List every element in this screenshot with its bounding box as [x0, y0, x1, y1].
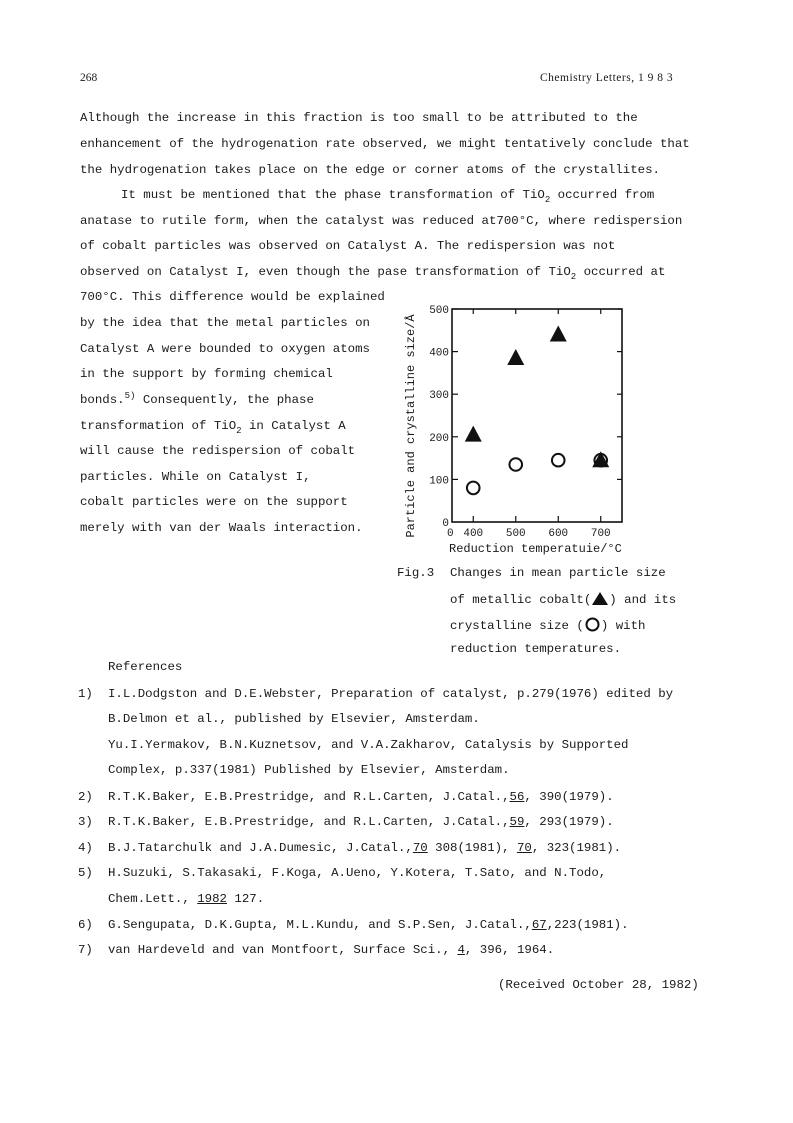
x-tick-label: 400: [463, 528, 484, 540]
text-line: anatase to rutile form, when the catalyst was reduced at700°C, where redispersion: [80, 214, 683, 228]
text-line: cobalt particles were on the support: [80, 495, 348, 509]
triangle-point: [507, 349, 524, 365]
y-tick-label: 100: [429, 475, 449, 488]
text-line: transformation of TiO$_2$ in Catalyst A: [80, 419, 346, 436]
figure-label: Fig.3: [397, 566, 435, 580]
reference-text: B.Delmon et al., published by Elsevier, Amsterdam.: [108, 712, 480, 726]
reference-text: G.Sengupata, D.K.Gupta, M.L.Kundu, and S.P.Sen, J.Catal.,67,223(1981).: [108, 918, 629, 932]
text-line: bonds.$^{5)}$ Consequently, the phase: [80, 391, 314, 407]
x-tick-label: 0: [447, 528, 454, 540]
circle-point: [509, 458, 522, 471]
y-tick-label: 400: [429, 347, 449, 360]
reference-text: van Hardeveld and van Montfoort, Surface Sci., 4, 396, 1964.: [108, 943, 555, 957]
reference-number: 3): [78, 815, 93, 829]
text-line: merely with van der Waals interaction.: [80, 521, 363, 535]
reference-number: 1): [78, 687, 93, 701]
plot-frame: [452, 309, 622, 522]
open-circle-icon: [585, 617, 600, 632]
y-tick-label: 0: [442, 518, 449, 530]
y-tick-label: 200: [429, 432, 449, 445]
circle-point: [552, 454, 565, 467]
reference-text: Chem.Lett., 1982 127.: [108, 892, 265, 906]
x-tick-label: 600: [548, 528, 569, 540]
journal-header: Chemistry Letters, 1 9 8 3: [540, 72, 674, 84]
reference-text: Yu.I.Yermakov, B.N.Kuznetsov, and V.A.Zakharov, Catalysis by Supported: [108, 738, 629, 752]
reference-number: 6): [78, 918, 93, 932]
text-line: 700°C. This difference would be explained: [80, 290, 385, 304]
page-number: 268: [80, 72, 98, 84]
text-line: enhancement of the hydrogenation rate observed, we might tentatively conclude that: [80, 137, 690, 151]
y-tick-label: 300: [429, 390, 449, 403]
text-line: in the support by forming chemical: [80, 367, 333, 381]
caption-line: reduction temperatures.: [450, 642, 622, 656]
filled-triangle-icon: [592, 592, 608, 605]
x-tick-label: 700: [590, 528, 611, 540]
x-axis-label: Reduction temperatuie/°C: [449, 542, 622, 556]
y-tick-label: 500: [429, 305, 449, 317]
text-line: by the idea that the metal particles on: [80, 316, 370, 330]
triangle-point: [465, 426, 482, 442]
reference-number: 2): [78, 790, 93, 804]
text-line: observed on Catalyst I, even though the pase transformation of TiO$_2$ occurred at: [80, 265, 666, 282]
reference-text: H.Suzuki, S.Takasaki, F.Koga, A.Ueno, Y.Kotera, T.Sato, and N.Todo,: [108, 866, 607, 880]
references-heading: References: [108, 660, 183, 674]
text-line: Although the increase in this fraction is too small to be attributed to the: [80, 111, 638, 125]
reference-number: 5): [78, 866, 93, 880]
citation-superscript: 5): [124, 391, 136, 401]
caption-line: of metallic cobalt( ) and its: [450, 593, 677, 607]
text-line: It must be mentioned that the phase transformation of TiO$_2$ occurred from: [121, 188, 655, 205]
text-line: the hydrogenation takes place on the edge or corner atoms of the crystallites.: [80, 163, 660, 177]
caption-line: crystalline size ( ) with: [450, 619, 646, 633]
caption-line: Changes in mean particle size: [450, 566, 666, 580]
reference-number: 4): [78, 841, 93, 855]
text-line: of cobalt particles was observed on Catalyst A. The redispersion was not: [80, 239, 616, 253]
text-line: will cause the redispersion of cobalt: [80, 444, 356, 458]
text-line: particles. While on Catalyst I,: [80, 470, 311, 484]
reference-text: I.L.Dodgston and D.E.Webster, Preparation of catalyst, p.279(1976) edited by: [108, 687, 674, 701]
triangle-point: [550, 326, 567, 342]
triangle-point: [592, 451, 609, 467]
x-tick-label: 500: [505, 528, 526, 540]
circle-point: [594, 454, 607, 467]
reference-text: R.T.K.Baker, E.B.Prestridge, and R.L.Carten, J.Catal.,56, 390(1979).: [108, 790, 614, 804]
reference-text: R.T.K.Baker, E.B.Prestridge, and R.L.Carten, J.Catal.,59, 293(1979).: [108, 815, 614, 829]
reference-text: Complex, p.337(1981) Published by Elsevier, Amsterdam.: [108, 763, 510, 777]
text-line: Catalyst A were bounded to oxygen atoms: [80, 342, 370, 356]
y-axis-label: Particle and crystalline size/Å: [404, 314, 418, 538]
circle-point: [467, 482, 480, 495]
reference-number: 7): [78, 943, 93, 957]
received-date: (Received October 28, 1982): [498, 978, 699, 992]
reference-text: B.J.Tatarchulk and J.A.Dumesic, J.Catal.,70 308(1981), 70, 323(1981).: [108, 841, 622, 855]
